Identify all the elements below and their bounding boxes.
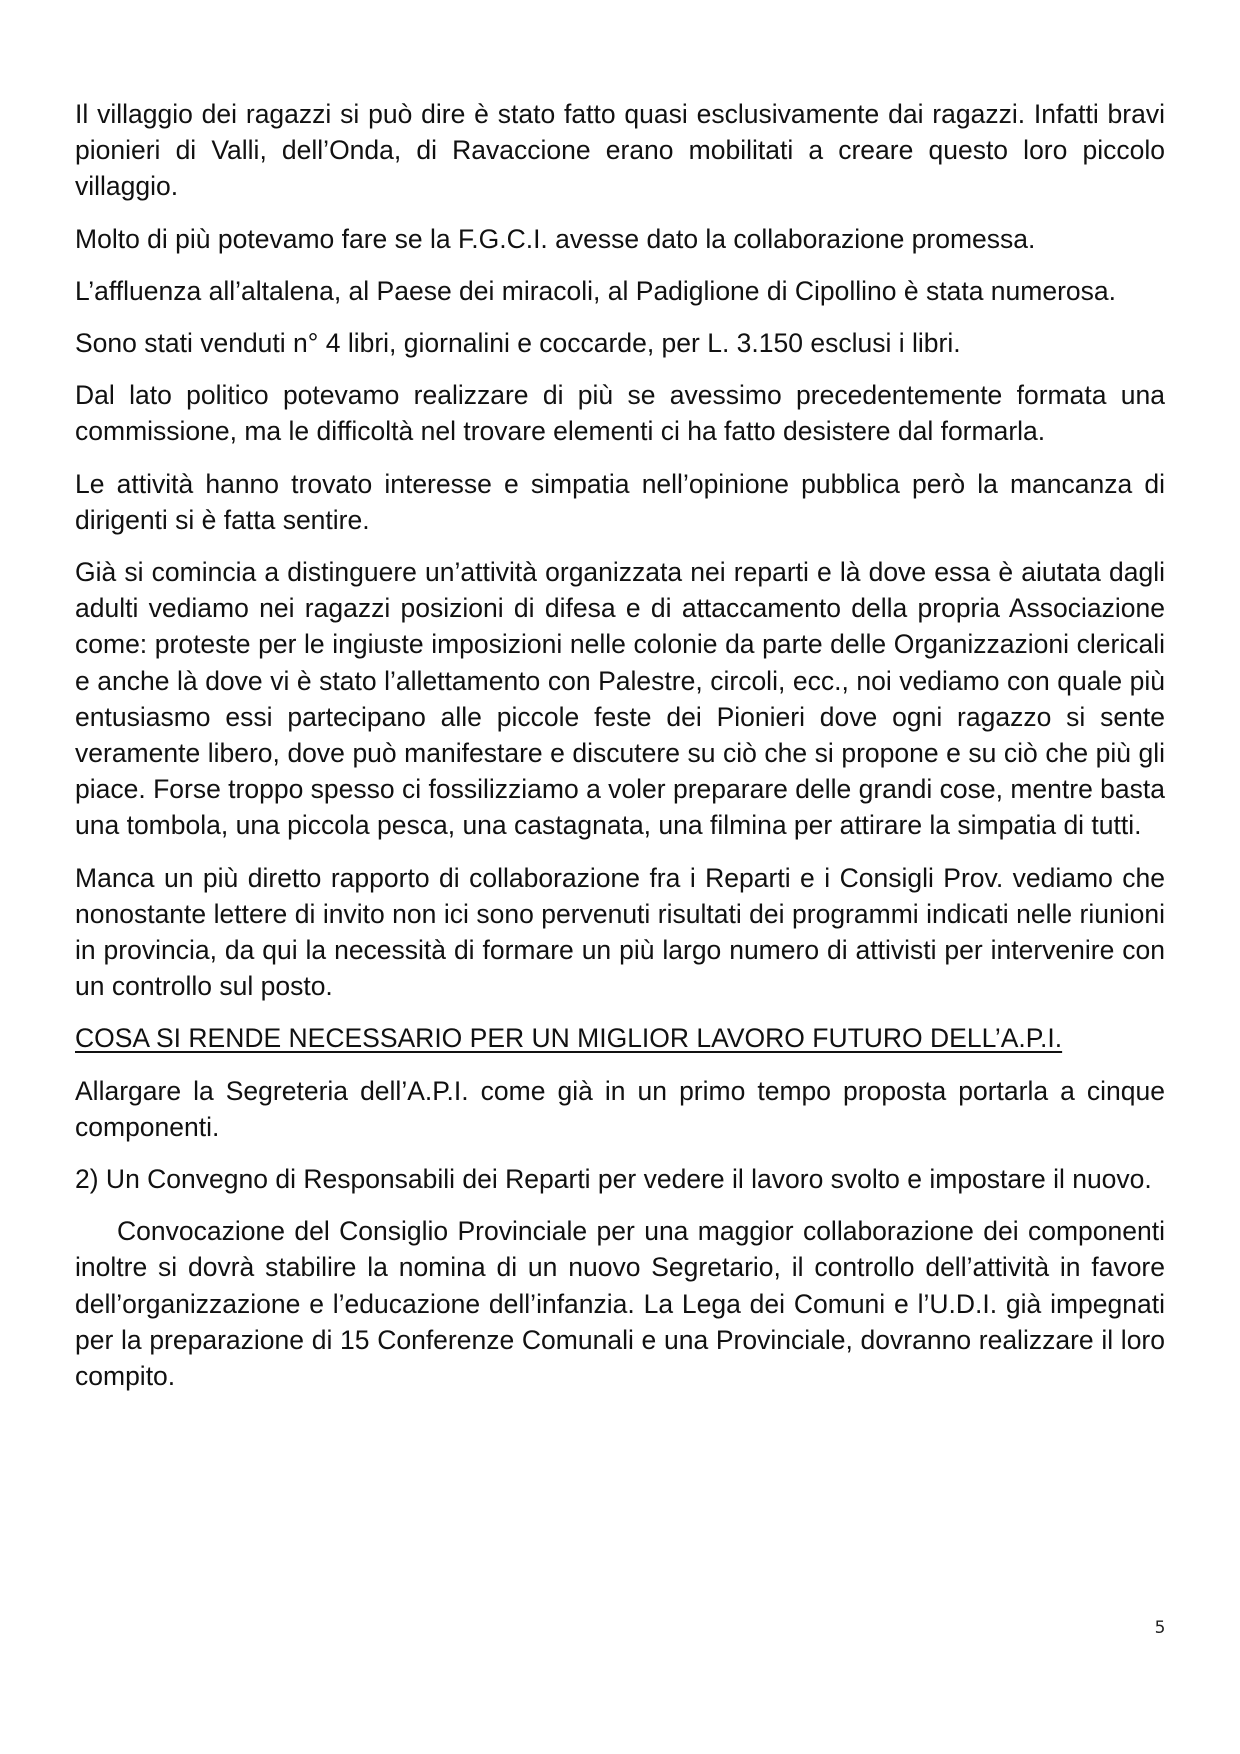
paragraph-venduti: Sono stati venduti n° 4 libri, giornalini e coccarde, per L. 3.150 esclusi i libri. (75, 328, 961, 359)
paragraph-fgci: Molto di più potevamo fare se la F.G.C.I. avesse dato la collaborazione promessa. (75, 223, 1036, 254)
proposal-consiglio: Convocazione del Consiglio Provinciale per una maggior collaborazione dei componenti inoltre si dovrà stabilire la nomina di un nuovo Segretario, il controllo dell’attività in favore dell’organizzazione e l’educazione dell’infanzia. La Lega dei Comuni e l’U.D.I. già impegnati per la preparazione di 15 Conferenze Comunali e una Provinciale, dovranno realizzare il loro compito. (75, 1216, 1165, 1392)
paragraph-reparti: Già si comincia a distinguere un’attività organizzata nei reparti e là dove essa è aiutata dagli adulti vediamo nei ragazzi posizioni di difesa e di attaccamento della propria Associazione come: proteste per le ingiuste imposizioni nelle colonie da parte delle Organizzazioni clericali e anche là dove vi è stato l’allettamento con Palestre, circoli, ecc., noi vediamo con quale più entusiasmo essi partecipano alle piccole feste dei Pionieri dove ogni ragazzo si sente veramente libero, dove può manifestare e discutere su ciò che si propone e su ciò che più gli piace. Forse troppo spesso ci fossilizziamo a voler preparare delle grandi cose, mentre basta una tombola, una piccola pesca, una castagnata, una filmina per attirare la simpatia di tutti. (75, 557, 1165, 841)
paragraph-lato-politico: Dal lato politico potevamo realizzare di più se avessimo precedentemente formata una commissione, ma le difficoltà nel trovare elementi ci ha fatto desistere dal formarla. (75, 380, 1165, 447)
paragraph-attivita: Le attività hanno trovato interesse e simpatia nell’opinione pubblica però la mancanza di dirigenti si è fatta sentire. (75, 468, 1165, 535)
page-number: 5 (1154, 1618, 1166, 1638)
paragraph-collaborazione: Manca un più diretto rapporto di collaborazione fra i Reparti e i Consigli Prov. vediamo che nonostante lettere di invito non ici sono pervenuti risultati dei programmi indicati nelle riunioni in provincia, da qui la necessità di formare un più largo numero di attivisti per intervenire con un controllo sul posto. (75, 862, 1165, 1002)
section-heading: COSA SI RENDE NECESSARIO PER UN MIGLIOR LAVORO FUTURO DELL’A.P.I. (75, 1023, 1063, 1054)
proposal-segreteria: Allargare la Segreteria dell’A.P.I. come già in un primo tempo proposta portarla a cinque componenti. (75, 1075, 1165, 1142)
paragraph-affluenza: L’affluenza all’altalena, al Paese dei miracoli, al Padiglione di Cipollino è stata numerosa. (75, 275, 1117, 306)
paragraph-villaggio: Il villaggio dei ragazzi si può dire è stato fatto quasi esclusivamente dai ragazzi. Infatti bravi pionieri di Valli, dell’Onda, di Ravaccione erano mobilitati a creare questo loro piccolo villaggio. (75, 99, 1165, 202)
document-page (75, 96, 1165, 1410)
proposal-convegno: 2) Un Convegno di Responsabili dei Reparti per vedere il lavoro svolto e impostare il nuovo. (75, 1164, 1152, 1195)
